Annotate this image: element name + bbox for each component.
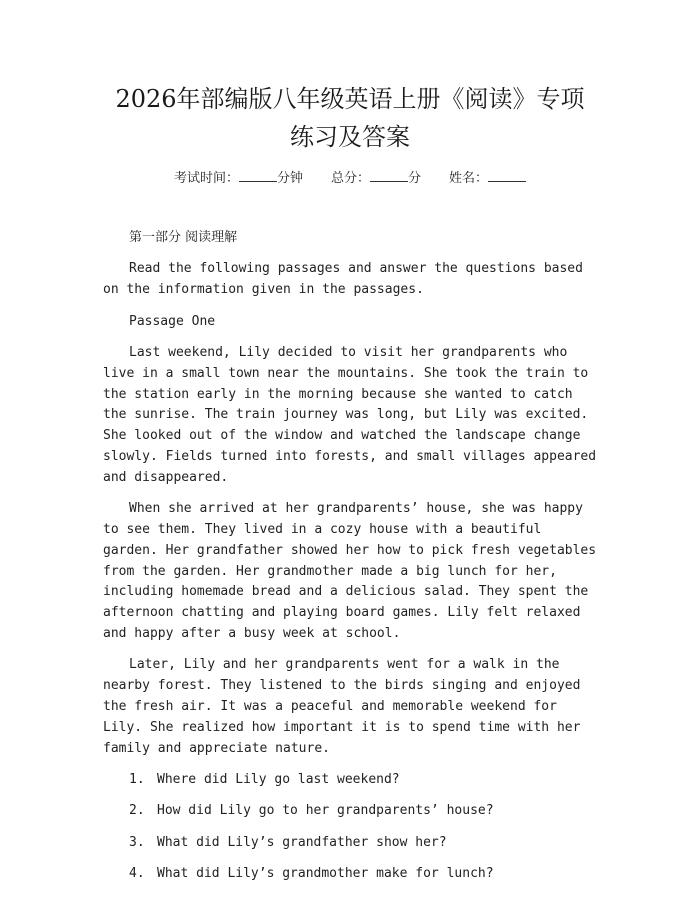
document-body (103, 228, 599, 895)
section-title: 第一部分 阅读理解 (129, 230, 238, 245)
question-item (103, 833, 599, 854)
question-text: What did Lily’s grandmother make for lunch? (157, 866, 494, 882)
name-blank (488, 169, 526, 182)
question-text: What did Lily’s grandfather show her? (157, 834, 447, 850)
paragraph-3: Later, Lily and her grandparents went for a walk in the nearby forest. They listened to the birds singing and enjoyed the fresh air. It was a peaceful and memorable weekend for Lily. She realized how important it is to spend time with her family and appreciate nature. (103, 657, 581, 756)
question-item (103, 801, 599, 822)
question-text: Where did Lily go last weekend? (157, 771, 400, 787)
exam-meta (0, 169, 700, 189)
instructions: Read the following passages and answer the questions based on the information given in the passages. (103, 261, 583, 298)
time-blank (239, 169, 277, 182)
score-unit: 分 (408, 171, 422, 186)
score-blank (370, 169, 408, 182)
name-label: 姓名： (449, 171, 489, 186)
question-number: 3. (129, 834, 145, 850)
question-item (103, 770, 599, 791)
title-line-2: 练习及答案 (290, 123, 410, 151)
question-text: How did Lily go to her grandparents’ house? (157, 803, 494, 819)
time-label: 考试时间： (173, 171, 239, 186)
document-title (60, 80, 640, 156)
title-line-1: 2026年部编版八年级英语上册《阅读》专项 (115, 85, 585, 113)
time-unit: 分钟 (276, 171, 303, 186)
passage-title: Passage One (129, 313, 216, 329)
paragraph-1: Last weekend, Lily decided to visit her grandparents who live in a small town near the mountains. She took the train to the station early in the morning because she wanted to catch the sunrise. The train journey was long, but Lily was excited. She looked out of the window and watched the landscape change slowly. Fields turned into forests, and small villages appeared and disappeared. (103, 344, 597, 485)
question-number: 1. (129, 771, 145, 787)
question-number: 4. (129, 866, 145, 882)
score-label: 总分： (330, 171, 370, 186)
question-number: 2. (129, 803, 145, 819)
paragraph-2: When she arrived at her grandparents’ house, she was happy to see them. They lived in a cozy house with a beautiful garden. Her grandfather showed her how to pick fresh vegetables from the garden. Her grandmother made a big lunch for her, including homemade bread and a delicious salad. They spent the afternoon chatting and playing board games. Lily felt relaxed and happy after a busy week at school. (103, 501, 597, 641)
question-item (103, 864, 599, 885)
